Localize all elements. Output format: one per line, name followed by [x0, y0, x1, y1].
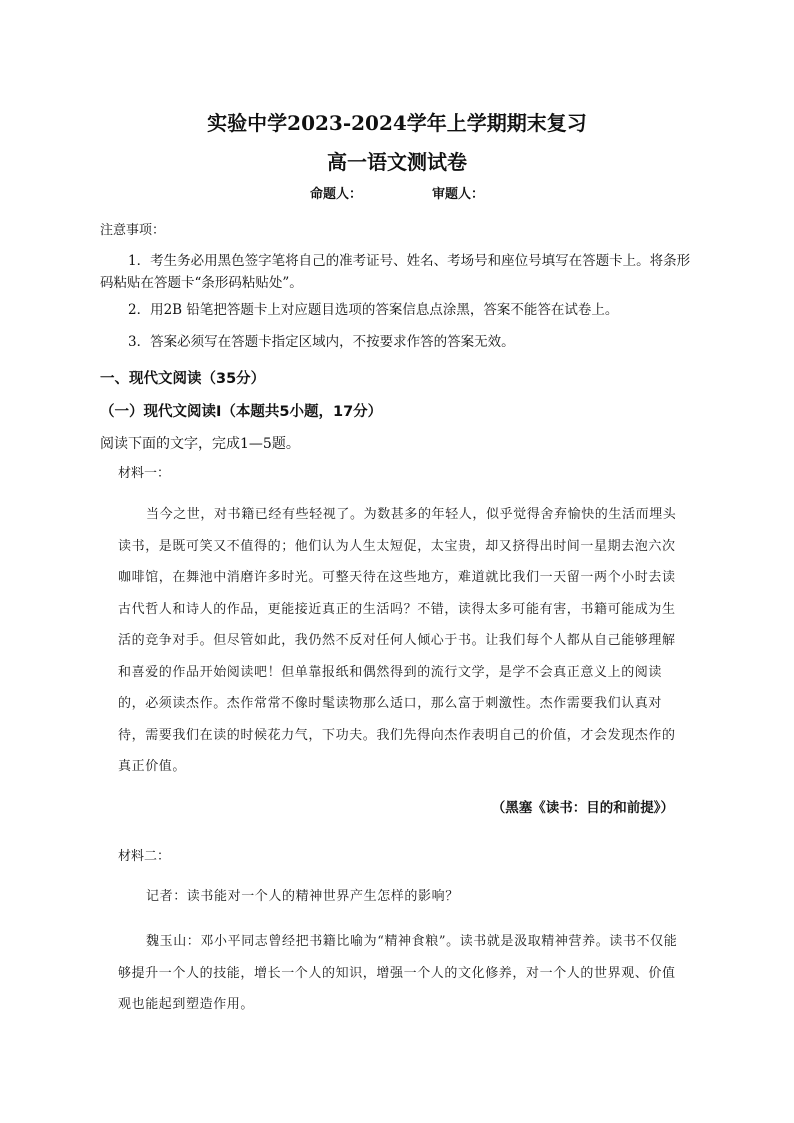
notice-heading: 注意事项：	[100, 223, 166, 238]
material-1-text: 当今之世，对书籍已经有些轻视了。为数甚多的年轻人，似乎觉得舍弃愉快的生活而埋头读书，是既可笑又不值得的；他们认为人生太短促，太宝贵，却又挤得出时间一星期去泡六次咖啡馆，在舞池中消磨许多时光。可整天待在这些地方，难道就比我们一天留一两个小时去读古代哲人和诗人的作品，更能接近真正的生活吗？不错，读得太多可能有害，书籍可能成为生活的竞争对手。但尽管如此，我仍然不反对任何人倾心于书。让我们每个人都从自己能够理解和喜爱的作品开始阅读吧！但单靠报纸和偶然得到的流行文学，是学不会真正意义上的阅读的，必须读杰作。杰作常常不像时髦读物那么适口，那么富于刺激性。杰作需要我们认真对待，需要我们在读的时候花力气，下功夫。我们先得向杰作表明自己的价值，才会发现杰作的真正价值。	[118, 507, 677, 774]
subsection-heading: （一）现代文阅读Ⅰ（本题共5小题，17分）	[100, 404, 383, 420]
reviewer-label: 审题人：	[432, 187, 485, 202]
exam-subtitle: 高一语文测试卷	[327, 150, 467, 174]
notice-rule-2: 2．用2B 铅笔把答题卡上对应题目选项的答案信息点涂黑，答案不能答在试卷上。	[128, 302, 619, 318]
material-1-label: 材料一：	[118, 466, 171, 481]
notice-rule-1: 1．考生务必用黑色签字笔将自己的准考证号、姓名、考场号和座位号填写在答题卡上。将条形码粘贴在答题卡“条形码粘贴处”。	[100, 253, 691, 291]
byline	[0, 183, 794, 202]
interview-question: 记者：读书能对一个人的精神世界产生怎样的影响？	[146, 889, 459, 904]
section-heading: 一、现代文阅读（35分）	[100, 371, 266, 387]
notice-rule-3: 3．答案必须写在答题卡指定区域内，不按要求作答的答案无效。	[128, 334, 515, 350]
material-1-citation: （黑塞《读书：目的和前提》）	[491, 800, 674, 816]
reading-instruction: 阅读下面的文字，完成1—5题。	[100, 436, 300, 452]
exam-title: 实验中学2023-2024学年上学期期末复习	[207, 111, 587, 135]
material-2-label: 材料二：	[118, 849, 171, 864]
interview-answer: 魏玉山：邓小平同志曾经把书籍比喻为“精神食粮”。读书就是汲取精神营养。读书不仅能够提升一个人的技能，增长一个人的知识，增强一个人的文化修养，对一个人的世界观、价值观也能起到塑造作用。	[118, 934, 678, 1012]
setter-label: 命题人：	[309, 187, 362, 202]
